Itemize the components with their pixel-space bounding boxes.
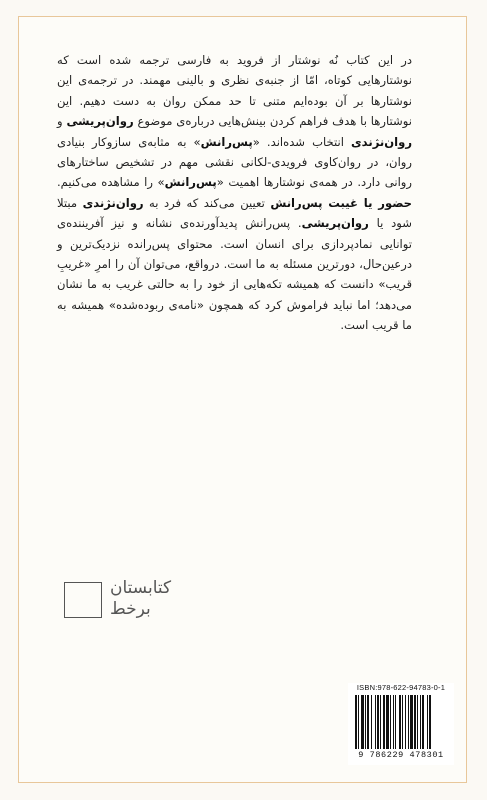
blurb-bold-term: پس‌رانش [164, 175, 217, 190]
barcode-number: 9 786229 478301 [358, 750, 444, 760]
blurb-bold-term: حضور یا غیبت پس‌رانش [270, 195, 412, 210]
blurb-text: . پس‌رانش پدیدآورنده‌ی نشانه و نیز آفریننده‌ی توانایی نمادپردازی برای انسان است. محتوای پس‌رانده نزدیک‌ترین و درعین‌حال، دورترین مسئله به ما است. درواقع، می‌توان آن را امرِ «غریبِ قریب» دانست که همیشه تکه‌هایی از خود را به حالتی غریب به ما نشان می‌دهد؛ اما نباید فراموش کرد که همچون «نامه‌ی ربوده‌شده» همیشه به ما قریب است. [57, 216, 412, 333]
blurb-text: » به مثابه‌ی سازوکار بنیادی روان، در روان‌کاوی فرویدی-لکانی نقشی مهم در تشخیص ساختارهای روانی دارد. در همه‌ی نوشتارها اهمیت « [57, 134, 413, 190]
blurb-text: مبتلا شود یا [57, 195, 413, 231]
blurb-bold-term: روان‌نژندی [82, 195, 144, 210]
blurb-text: » را مشاهده می‌کنیم. [57, 175, 165, 190]
publisher-name-line2: برخط [110, 599, 151, 619]
back-cover-blurb [57, 50, 412, 336]
barcode-icon [354, 695, 448, 749]
publisher-name-line1: کتابستان [110, 578, 172, 598]
blurb-text: و [57, 114, 67, 129]
publisher-logo [64, 575, 214, 625]
barcode-block [348, 683, 454, 765]
blurb-text: انتخاب شده‌اند. « [252, 134, 352, 149]
blurb-bold-term: پس‌رانش [200, 134, 253, 149]
isbn-label: ISBN:978-622-94783-0-1 [356, 683, 446, 692]
blurb-bold-term: روان‌نژندی [351, 134, 413, 149]
blurb-text: تعیین می‌کند که فرد به [143, 195, 271, 210]
logo-square-icon [64, 582, 102, 618]
blurb-text: در این کتاب نُه نوشتار از فروید به فارسی ترجمه شده است که نوشتارهایی کوتاه، امّا از جنبه‌ی نظری و بالینی مهمند. در ترجمه‌ی این نوشتارها بر آن بوده‌ایم متنی تا حد ممکن روان به دست دهیم. این نوشتارها با هدف فراهم کردن بینش‌هایی درباره‌ی موضوع [57, 53, 412, 129]
blurb-bold-term: روان‌پریشی [66, 114, 134, 129]
blurb-bold-term: روان‌پریشی [301, 216, 369, 231]
